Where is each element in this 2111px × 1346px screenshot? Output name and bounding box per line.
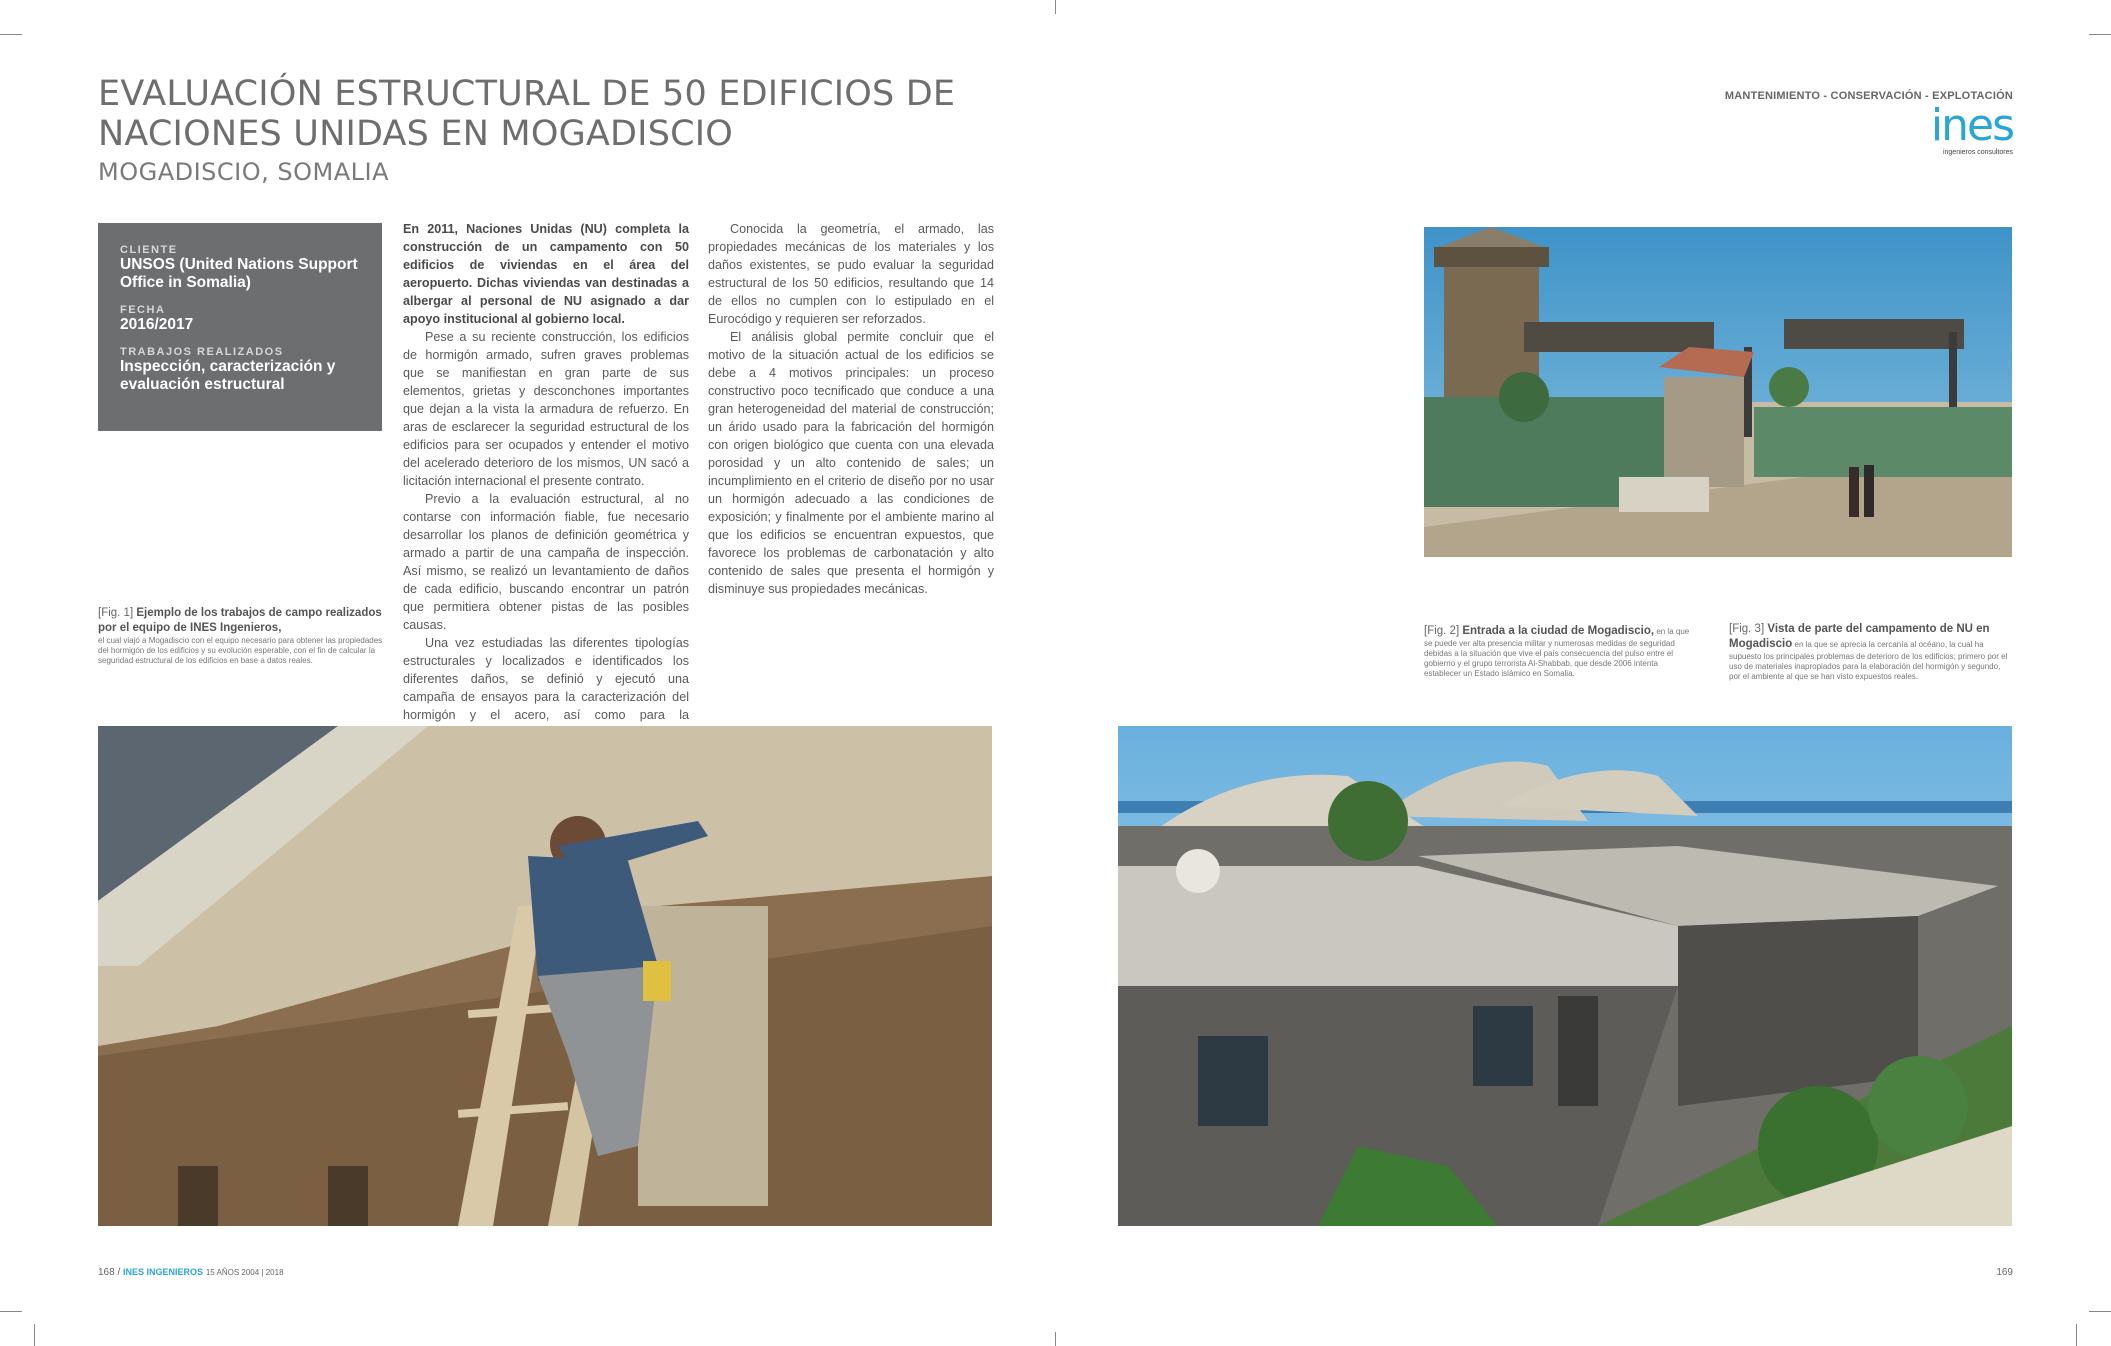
crop-mark [2089,34,2111,35]
section-label: MANTENIMIENTO - CONSERVACIÓN - EXPLOTACIÓN [1724,90,2013,102]
fig2-number: [Fig. 2] [1424,625,1460,637]
title-line-1: EVALUACIÓN ESTRUCTURAL DE 50 EDIFICIOS DE [98,74,956,114]
fig2-text: en la que se puede ver alta presencia militar y numerosas medidas de seguridad debidas a la situación que vive el país consecuencia del pulso entre el gobierno y el grupo terrorista Al-Shabbab, que desde 2006 intenta establecer un Estado islámico en Somalia. [1424,627,1690,678]
crop-mark [1055,0,1056,14]
page-title [98,74,998,154]
client-label: CLIENTE [120,244,178,256]
fig1-caption [98,606,384,666]
fig1-heading: Ejemplo de los trabajos de campo realizados por el equipo de INES Ingenieros, [98,607,382,634]
location-subtitle: MOGADISCIO, SOMALIA [98,158,390,186]
body-paragraph: Conocida la geometría, el armado, las propiedades mecánicas de los materiales y los daños existentes, se pudo evaluar la seguridad estructural de los 50 edificios, resultando que 14 de ellos no cumplen con lo estipulado en el Eurocódigo y requieren ser reforzados. [708,222,994,326]
fig3-text: en la que se aprecia la cercanía al océano, la cual ha supuesto los principales problemas de deterioro de los edificios; primero por el uso de materiales inapropiados para la elaboración del hormigón y segundo, por el ambiente al que se han visto expuestos reales. [1729,640,2008,681]
logo-subtext: ingenieros consultores [1942,149,2013,156]
fig1-text: el cual viajó a Mogadiscio con el equipo necesario para obtener las propiedades del hormigón de los edificios y su evolución esperable, con el fin de calcular la seguridad estructural de los edificios en base a datos reales. [98,636,383,665]
fig1-photo [98,726,992,1226]
left-page-number: 168 / [98,1267,121,1278]
body-column-2 [708,220,994,598]
field-inspection-image [98,726,992,1226]
fig1-number: [Fig. 1] [98,607,134,619]
client-value: UNSOS (United Nations Support Office in Somalia) [120,256,358,291]
footer-brand: INES INGENIEROS [123,1267,204,1277]
body-paragraph: Previo a la evaluación estructural, al no contarse con información fiable, fue necesario desarrollar los planos de definición geométrica y armado a partir de una campaña de inspección. Así mismo, se realizó un levantamiento de daños de cada edificio, buscando encontrar un patrón que permitiera obtener pistas de las posibles causas. [403,492,689,632]
title-line-2: NACIONES UNIDAS EN MOGADISCIO [98,114,734,154]
crop-mark [2076,1324,2077,1346]
fig2-caption [1424,624,1696,679]
date-value: 2016/2017 [120,316,194,333]
body-paragraph: Pese a su reciente construcción, los edificios de hormigón armado, sufren graves problemas que se manifiestan en gran parte de sus elementos, grietas y desconchones importantes que dejan a la vista la armadura de refuerzo. En aras de esclarecer la seguridad estructural de los edificios para ser ocupados y entender el motivo del acelerado deterioro de los mismos, UN sacó a licitación internacional el presente contrato. [403,330,689,488]
lead-paragraph: En 2011, Naciones Unidas (NU) completa la construcción de un campamento con 50 edificios de viviendas en el área del aeropuerto. Dichas viviendas van destinadas a albergar al personal de NU asignado a dar apoyo institucional al gobierno local. [403,222,689,326]
fig3-caption [1729,622,2012,682]
un-camp-image [1118,726,2012,1226]
work-label: TRABAJOS REALIZADOS [120,346,284,358]
fig3-photo [1118,726,2012,1226]
mogadishu-entrance-image [1424,227,2012,557]
project-info-box [98,223,382,431]
crop-mark [0,1311,22,1312]
logo-text: ines [1930,100,2013,151]
body-paragraph: El análisis global permite concluir que el motivo de la situación actual de los edificios se debe a 4 motivos principales: un proceso constructivo poco tecnificado que conduce a una gran heterogeneidad del material de construcción; un árido usado para la fabricación del hormigón con origen biológico que cuenta con una elevada porosidad y un alto contenido de sales; un incumplimiento en el criterio de diseño por no usar un hormigón adecuado a las condiciones de exposición; y finalmente por el ambiente marino al que los edificios se encuentran expuestos, que favorece los problemas de carbonatación y alto contenido de sales que presenta el hormigón y disminuye sus propiedades mecánicas. [708,330,994,596]
crop-mark [1055,1332,1056,1346]
ines-logo [1911,100,2013,156]
fig3-number: [Fig. 3] [1729,623,1765,635]
fig3-heading: Vista de parte del campamento de NU en Mogadiscio [1729,623,1990,650]
footer-left [98,1267,284,1278]
fig2-heading: Entrada a la ciudad de Mogadiscio, [1462,625,1655,637]
crop-mark [34,1324,35,1346]
work-value: Inspección, caracterización y evaluación estructural [120,358,336,393]
fig2-photo [1424,227,2012,557]
right-page-number: 169 [1996,1267,2013,1278]
body-paragraph: Una vez estudiadas las diferentes tipologías estructurales y localizados e identificados los diferentes daños, se definió y ejecutó una campaña de ensayos para la caracterización del hormigón y el acero, así como para la [403,636,689,722]
footer-anniversary: 15 AÑOS 2004 | 2018 [205,1268,284,1277]
date-label: FECHA [120,304,166,316]
crop-mark [2089,1311,2111,1312]
crop-mark [0,34,22,35]
